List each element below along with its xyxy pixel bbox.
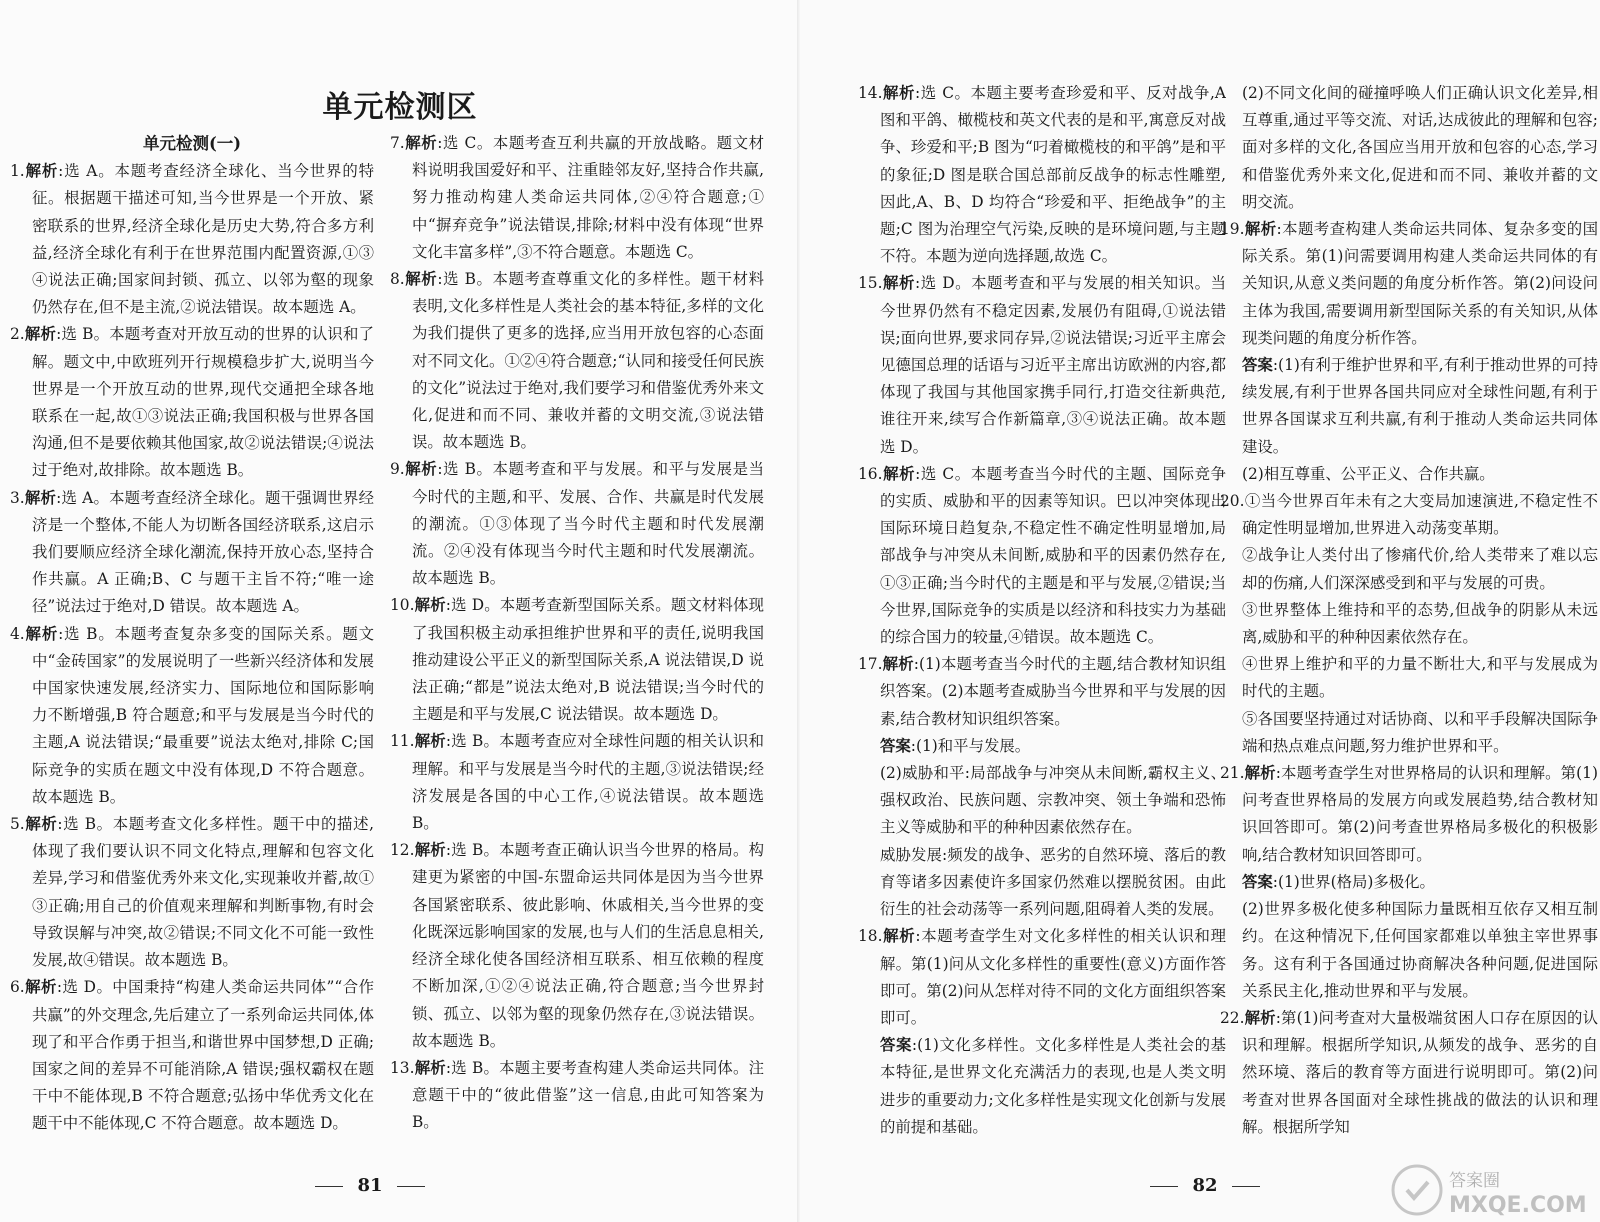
question-number: 18.	[858, 927, 883, 946]
analysis-label: 解析	[404, 134, 438, 152]
item-text: :选 C。本题考查互利共赢的开放战略。题文材料说明我国爱好和平、注重睦邻友好,坚持合作共赢,努力推动构建人类命运共同体,②④符合题意;①中“摒弃竞争”说法错误,排除;材料中没有体现“世界文化丰富多样”,③不符合题意。本题选 C。	[412, 134, 764, 261]
question-number: 14.	[858, 84, 883, 102]
question-item	[10, 621, 374, 811]
item-text: :(1)和平与发展。	[910, 736, 1031, 755]
answer-paragraph	[1220, 706, 1598, 760]
analysis-label: 解析	[24, 624, 59, 643]
page-number-left: 81	[300, 1175, 440, 1196]
question-number: 22.	[1220, 1008, 1245, 1027]
item-text: (2)相互尊重、公平正义、合作共赢。	[1242, 464, 1495, 483]
analysis-label: 解析	[1244, 1008, 1276, 1027]
question-number: 11.	[390, 732, 415, 751]
answer-paragraph	[1220, 461, 1598, 488]
item-text: :选 D。本题考查新型国际关系。题文材料体现了我国积极主动承担维护世界和平的责任,说明我国推动建设公平正义的新型国际关系,A 说法错误,D 说法正确;“都是”说法太绝对,B 说法错误;当今时代的主题是和平与发展,C 说法错误。故本题选 D。	[412, 596, 764, 724]
question-item	[390, 728, 764, 837]
item-text: :选 B。本题考查应对全球性问题的相关认识和理解。和平与发展是当今时代的主题,③说法错误;经济发展是各国的中心工作,④说法错误。故本题选 B。	[412, 732, 764, 833]
question-item	[1220, 1005, 1598, 1141]
item-text: :(1)有利于维护世界和平,有利于推动世界的可持续发展,有利于世界各国共同应对全球性问题,有利于世界各国谋求互利共赢,有利于推动人类命运共同体建设。	[1242, 356, 1598, 456]
question-item	[10, 811, 374, 974]
item-text: :选 B。本题考查文化多样性。题干中的描述,体现了我们要认识不同文化特点,理解和包容文化差异,学习和借鉴优秀外来文化,实现兼收并蓄,故①③正确;用自己的价值观来理解和判断事物,有时会导致误解与冲突,故②错误;不同文化不可能一致性发展,故④错误。故本题选 B。	[32, 815, 374, 970]
analysis-label: 解析	[404, 460, 438, 479]
item-text: :选 A。本题考查经济全球化、当今世界的特征。根据题干描述可知,当今世界是一个开放、紧密联系的世界,经济全球化是历史大势,符合多方利益,经济全球化有利于在世界范围内配置资源,①③④说法正确;国家间封锁、孤立、以邻为壑的现象仍然存在,但不是主流,②说法错误。故本题选 A。	[32, 162, 374, 317]
question-number: 20.	[1220, 492, 1245, 511]
analysis-label: 解析	[414, 1058, 446, 1077]
question-number: 13.	[390, 1058, 415, 1077]
question-item	[858, 80, 1226, 270]
question-item	[10, 974, 374, 1137]
right-column-1	[858, 80, 1226, 1160]
item-text: :选 B。本题考查正确认识当今世界的格局。构建更为紧密的中国-东盟命运共同体是因为当今世界各国紧密联系、彼此影响、休戚相关,当今世界的变化既深远影响国家的发展,也与人们的生活息息相关,经济全球化使各国经济相互联系、相互依赖的程度不断加深,①②④说法正确,符合题意;当今世界封锁、孤立、以邻为壑的现象仍然存在,③说法错误。故本题选 B。	[412, 841, 764, 1050]
right-page	[800, 0, 1600, 1222]
question-number: 19.	[1220, 220, 1245, 239]
left-column-1	[10, 130, 374, 1160]
question-item	[390, 592, 764, 728]
question-item	[390, 266, 764, 456]
item-text: :选 B。本题考查复杂多变的国际关系。题文中“金砖国家”的发展说明了一些新兴经济体和发展中国家快速发展,经济实力、国际地位和国际影响力不断增强,B 符合题意;和平与发展是当今时代的主题,A 说法错误;“最重要”说法太绝对,排除 C;国际竞争的实质在题文中没有体现,D 不符合题意。故本题选 B。	[32, 624, 374, 806]
watermark-domain: MXQE.COM	[1449, 1193, 1587, 1218]
item-text: (2)威胁和平:局部战争与冲突从未间断,霸权主义、强权政治、民族问题、宗教冲突、领土争端和恐怖主义等威胁和平的种种因素依然存在。	[880, 764, 1226, 837]
question-item	[390, 1055, 764, 1137]
answer-item	[1220, 352, 1598, 461]
item-text: :选 A。本题考查经济全球化。题干强调世界经济是一个整体,不能人为切断各国经济联系,这启示我们要顺应经济全球化潮流,保持开放心态,坚持合作共赢。A 正确;B、C 与题干主旨不符;“唯一途径”说法过于绝对,D 错误。故本题选 A。	[32, 488, 374, 616]
watermark-brand: 答案圈	[1449, 1171, 1500, 1191]
item-text: ③世界整体上维持和平的态势,但战争的阴影从未远离,威胁和平的种种因素依然存在。	[1242, 600, 1598, 647]
right-column-2	[1220, 80, 1598, 1160]
item-text: ④世界上维护和平的力量不断壮大,和平与发展成为时代的主题。	[1242, 655, 1598, 701]
item-text: 威胁发展:频发的战争、恶劣的自然环境、落后的教育等诸多因素使许多国家仍然难以摆脱贫困。由此衍生的社会动荡等一系列问题,阻碍着人类的发展。	[880, 845, 1226, 919]
question-item	[10, 321, 374, 484]
question-item	[10, 158, 374, 321]
item-text: :选 D。本题考查和平与发展的相关知识。当今世界仍然有不稳定因素,发展仍有阻碍,①说法错误;面向世界,要求同存异,②说法错误;习近平主席会见德国总理的话语与习近平主席出访欧洲的内容,都体现了我国与其他国家携手同行,打造交往新典范,谁往开来,续写合作新篇章,③④说法正确。故本题选 D。	[880, 274, 1226, 456]
answer-label: 答案	[880, 736, 911, 755]
analysis-label: 解析	[404, 270, 438, 289]
analysis-label: 解析	[882, 655, 914, 674]
watermark-logo	[1385, 1160, 1595, 1220]
analysis-label: 解析	[882, 927, 916, 946]
item-text: :(1)文化多样性。文化多样性是人类社会的基本特征,是世界文化充满活力的表现,也是人类文明进步的重要动力;文化多样性是实现文化创新与发展的前提和基础。	[880, 1036, 1226, 1136]
answer-paragraph	[1220, 651, 1598, 705]
answer-paragraph	[858, 760, 1226, 842]
question-item	[1220, 760, 1598, 869]
item-text: :选 D。中国秉持“构建人类命运共同体”“合作共赢”的外交理念,先后建立了一系列命运共同体,体现了和平合作勇于担当,和谐世界中国梦想,D 正确;国家之间的差异不可能消除,A 错误;强权霸权在题干中不能体现,B 不符合题意;弘扬中华优秀文化在题干中不能体现,C 不符合题意。故本题选 D。	[32, 978, 374, 1133]
item-text: :本题考查学生对世界格局的认识和理解。第(1)问考查世界格局的发展方向或发展趋势,结合教材知识回答即可。第(2)问考查世界格局多极化的积极影响,结合教材知识回答即可。	[1242, 764, 1598, 864]
answer-label: 答案	[880, 1036, 912, 1055]
question-number: 2.	[10, 325, 25, 344]
question-number: 3.	[10, 488, 25, 507]
question-item	[390, 837, 764, 1055]
answer-item	[1220, 869, 1598, 896]
question-number: 7.	[390, 134, 405, 152]
analysis-label: 解析	[1244, 764, 1276, 783]
item-text: :本题考查构建人类命运共同体、复杂多变的国际关系。第(1)问需要调用构建人类命运共同体的有关知识,从意义类问题的角度分析作答。第(2)问设问主体为我国,需要调用新型国际关系的有关知识,从体现类问题的角度分析作答。	[1242, 220, 1598, 347]
answer-paragraph	[1220, 896, 1598, 1005]
question-item	[390, 456, 764, 592]
item-text: ⑤各国要坚持通过对话协商、以和平手段解决国际争端和热点难点问题,努力维护世界和平。	[1242, 709, 1598, 755]
question-number: 15.	[858, 274, 883, 293]
question-item	[858, 461, 1226, 651]
question-number: 6.	[10, 978, 25, 997]
analysis-label: 解析	[1244, 220, 1277, 239]
item-text: :本题考查学生对文化多样性的相关认识和理解。第(1)问从文化多样性的重要性(意义)方面作答即可。第(2)问从怎样对待不同的文化方面组织答案即可。	[880, 927, 1226, 1027]
left-column-2	[390, 130, 764, 1160]
item-text: :第(1)问考查对大量极端贫困人口存在原因的认识和理解。根据所学知识,从频发的战争、恶劣的自然环境、落后的教育等方面进行说明即可。第(2)问考查对世界各国面对全球性挑战的做法的认识和理解。根据所学知	[1242, 1008, 1598, 1136]
question-number: 5.	[10, 815, 25, 834]
item-text: ②战争让人类付出了惨痛代价,给人类带来了难以忘却的伤痛,人们深深感受到和平与发展的可贵。	[1242, 546, 1598, 592]
answer-paragraph	[858, 842, 1226, 924]
analysis-label: 解析	[414, 841, 446, 860]
item-text: :(1)本题考查当今时代的主题,结合教材知识组织答案。(2)本题考查威胁当今世界和平与发展的因素,结合教材知识组织答案。	[880, 655, 1226, 728]
question-item	[1220, 488, 1598, 542]
item-text: ①当今世界百年未有之大变局加速演进,不稳定性不确定性明显增加,世界进入动荡变革期。	[1242, 492, 1598, 538]
question-number: 10.	[390, 596, 415, 615]
question-number: 16.	[858, 464, 883, 483]
item-text: (2)不同文化间的碰撞呼唤人们正确认识文化差异,相互尊重,通过平等交流、对话,达成彼此的理解和包容;面对多样的文化,各国应当用开放和包容的心态,学习和借鉴优秀外来文化,促进和而不同、兼收并蓄的文明交流。	[1242, 84, 1598, 211]
item-text: :选 B。本题考查和平与发展。和平与发展是当今时代的主题,和平、发展、合作、共赢是时代发展的潮流。①③体现了当今时代主题和时代发展潮流。②④没有体现当今时代主题和时代发展潮流。故本题选 B。	[412, 460, 764, 588]
answer-paragraph	[1220, 597, 1598, 651]
analysis-label: 解析	[882, 274, 915, 293]
page-number-right: 82	[1135, 1175, 1275, 1196]
analysis-label: 解析	[882, 464, 916, 483]
question-item	[1220, 216, 1598, 352]
question-item	[858, 651, 1226, 733]
question-item	[858, 270, 1226, 460]
question-number: 1.	[10, 162, 25, 181]
analysis-label: 解析	[24, 162, 59, 181]
question-number: 17.	[858, 655, 883, 674]
answer-paragraph	[1220, 542, 1598, 596]
answer-item	[858, 1032, 1226, 1141]
question-item	[390, 130, 764, 266]
item-text: (2)世界多极化使多种国际力量既相互依存又相互制约。在这种情况下,任何国家都难以单独主宰世界事务。这有利于各国通过协商解决各种问题,促进国际关系民主化,推动世界和平与发展。	[1242, 900, 1598, 1000]
analysis-label: 解析	[414, 732, 446, 751]
analysis-label: 解析	[414, 596, 446, 615]
item-text: :选 B。本题主要考查构建人类命运共同体。注意题干中的“彼此借鉴”这一信息,由此可知答案为 B。	[412, 1058, 764, 1132]
analysis-label: 解析	[882, 84, 915, 102]
item-text: :(1)世界(格局)多极化。	[1272, 872, 1435, 891]
analysis-label: 解析	[24, 978, 57, 997]
item-text: :选 C。本题考查当今时代的主题、国际竞争的实质、威胁和平的因素等知识。巴以冲突体现出国际环境日趋复杂,不稳定性不确定性明显增加,局部战争与冲突从未间断,威胁和平的因素仍然存在,①③正确;当今时代的主题是和平与发展,②错误;当今世界,国际竞争的实质是以经济和科技实力为基础的综合国力的较量,④错误。故本题选 C。	[880, 464, 1226, 647]
question-number: 8.	[390, 270, 405, 289]
question-number: 21.	[1220, 764, 1245, 783]
answer-label: 答案	[1242, 356, 1273, 375]
item-text: :选 C。本题主要考查珍爱和平、反对战争,A 图和平鸽、橄榄枝和英文代表的是和平,寓意反对战争、珍爱和平;B 图为“叼着橄榄枝的和平鸽”是和平的象征;D 图是联合国总部前反战争的标志性雕塑,因此,A、B、D 均符合“珍爱和平、拒绝战争”的主题;C 图为治理空气污染,反映的是环境问题,与主题不符。本题为逆向选择题,故选 C。	[880, 84, 1226, 266]
item-text: :选 B。本题考查对开放互动的世界的认识和了解。题文中,中欧班列开行规模稳步扩大,说明当今世界是一个开放互动的世界,现代交通把全球各地联系在一起,故①③说法正确;我国积极与世界各国沟通,但不是要依赖其他国家,故②说法错误;④说法过于绝对,故排除。故本题选 B。	[32, 325, 374, 480]
unit-title: 单元检测区	[322, 90, 478, 125]
answer-item	[858, 733, 1226, 760]
analysis-label: 解析	[24, 815, 58, 834]
question-number: 4.	[10, 624, 25, 643]
answer-label: 答案	[1242, 872, 1273, 891]
question-item	[10, 485, 374, 621]
analysis-label: 解析	[24, 325, 57, 344]
sub-title: 单元检测(一)	[142, 134, 242, 153]
item-text: :选 B。本题考查尊重文化的多样性。题干材料表明,文化多样性是人类社会的基本特征,多样的文化为我们提供了更多的选择,应当用开放包容的心态面对不同文化。①②④符合题意;“认同和接受任何民族的文化”说法过于绝对,我们要学习和借鉴优秀外来文化,促进和而不同、兼收并蓄的文明交流,③说法错误。故本题选 B。	[412, 270, 764, 452]
question-number: 12.	[390, 841, 415, 860]
analysis-label: 解析	[24, 488, 57, 507]
question-item	[858, 923, 1226, 1032]
answer-paragraph	[1220, 80, 1598, 216]
question-number: 9.	[390, 460, 405, 479]
